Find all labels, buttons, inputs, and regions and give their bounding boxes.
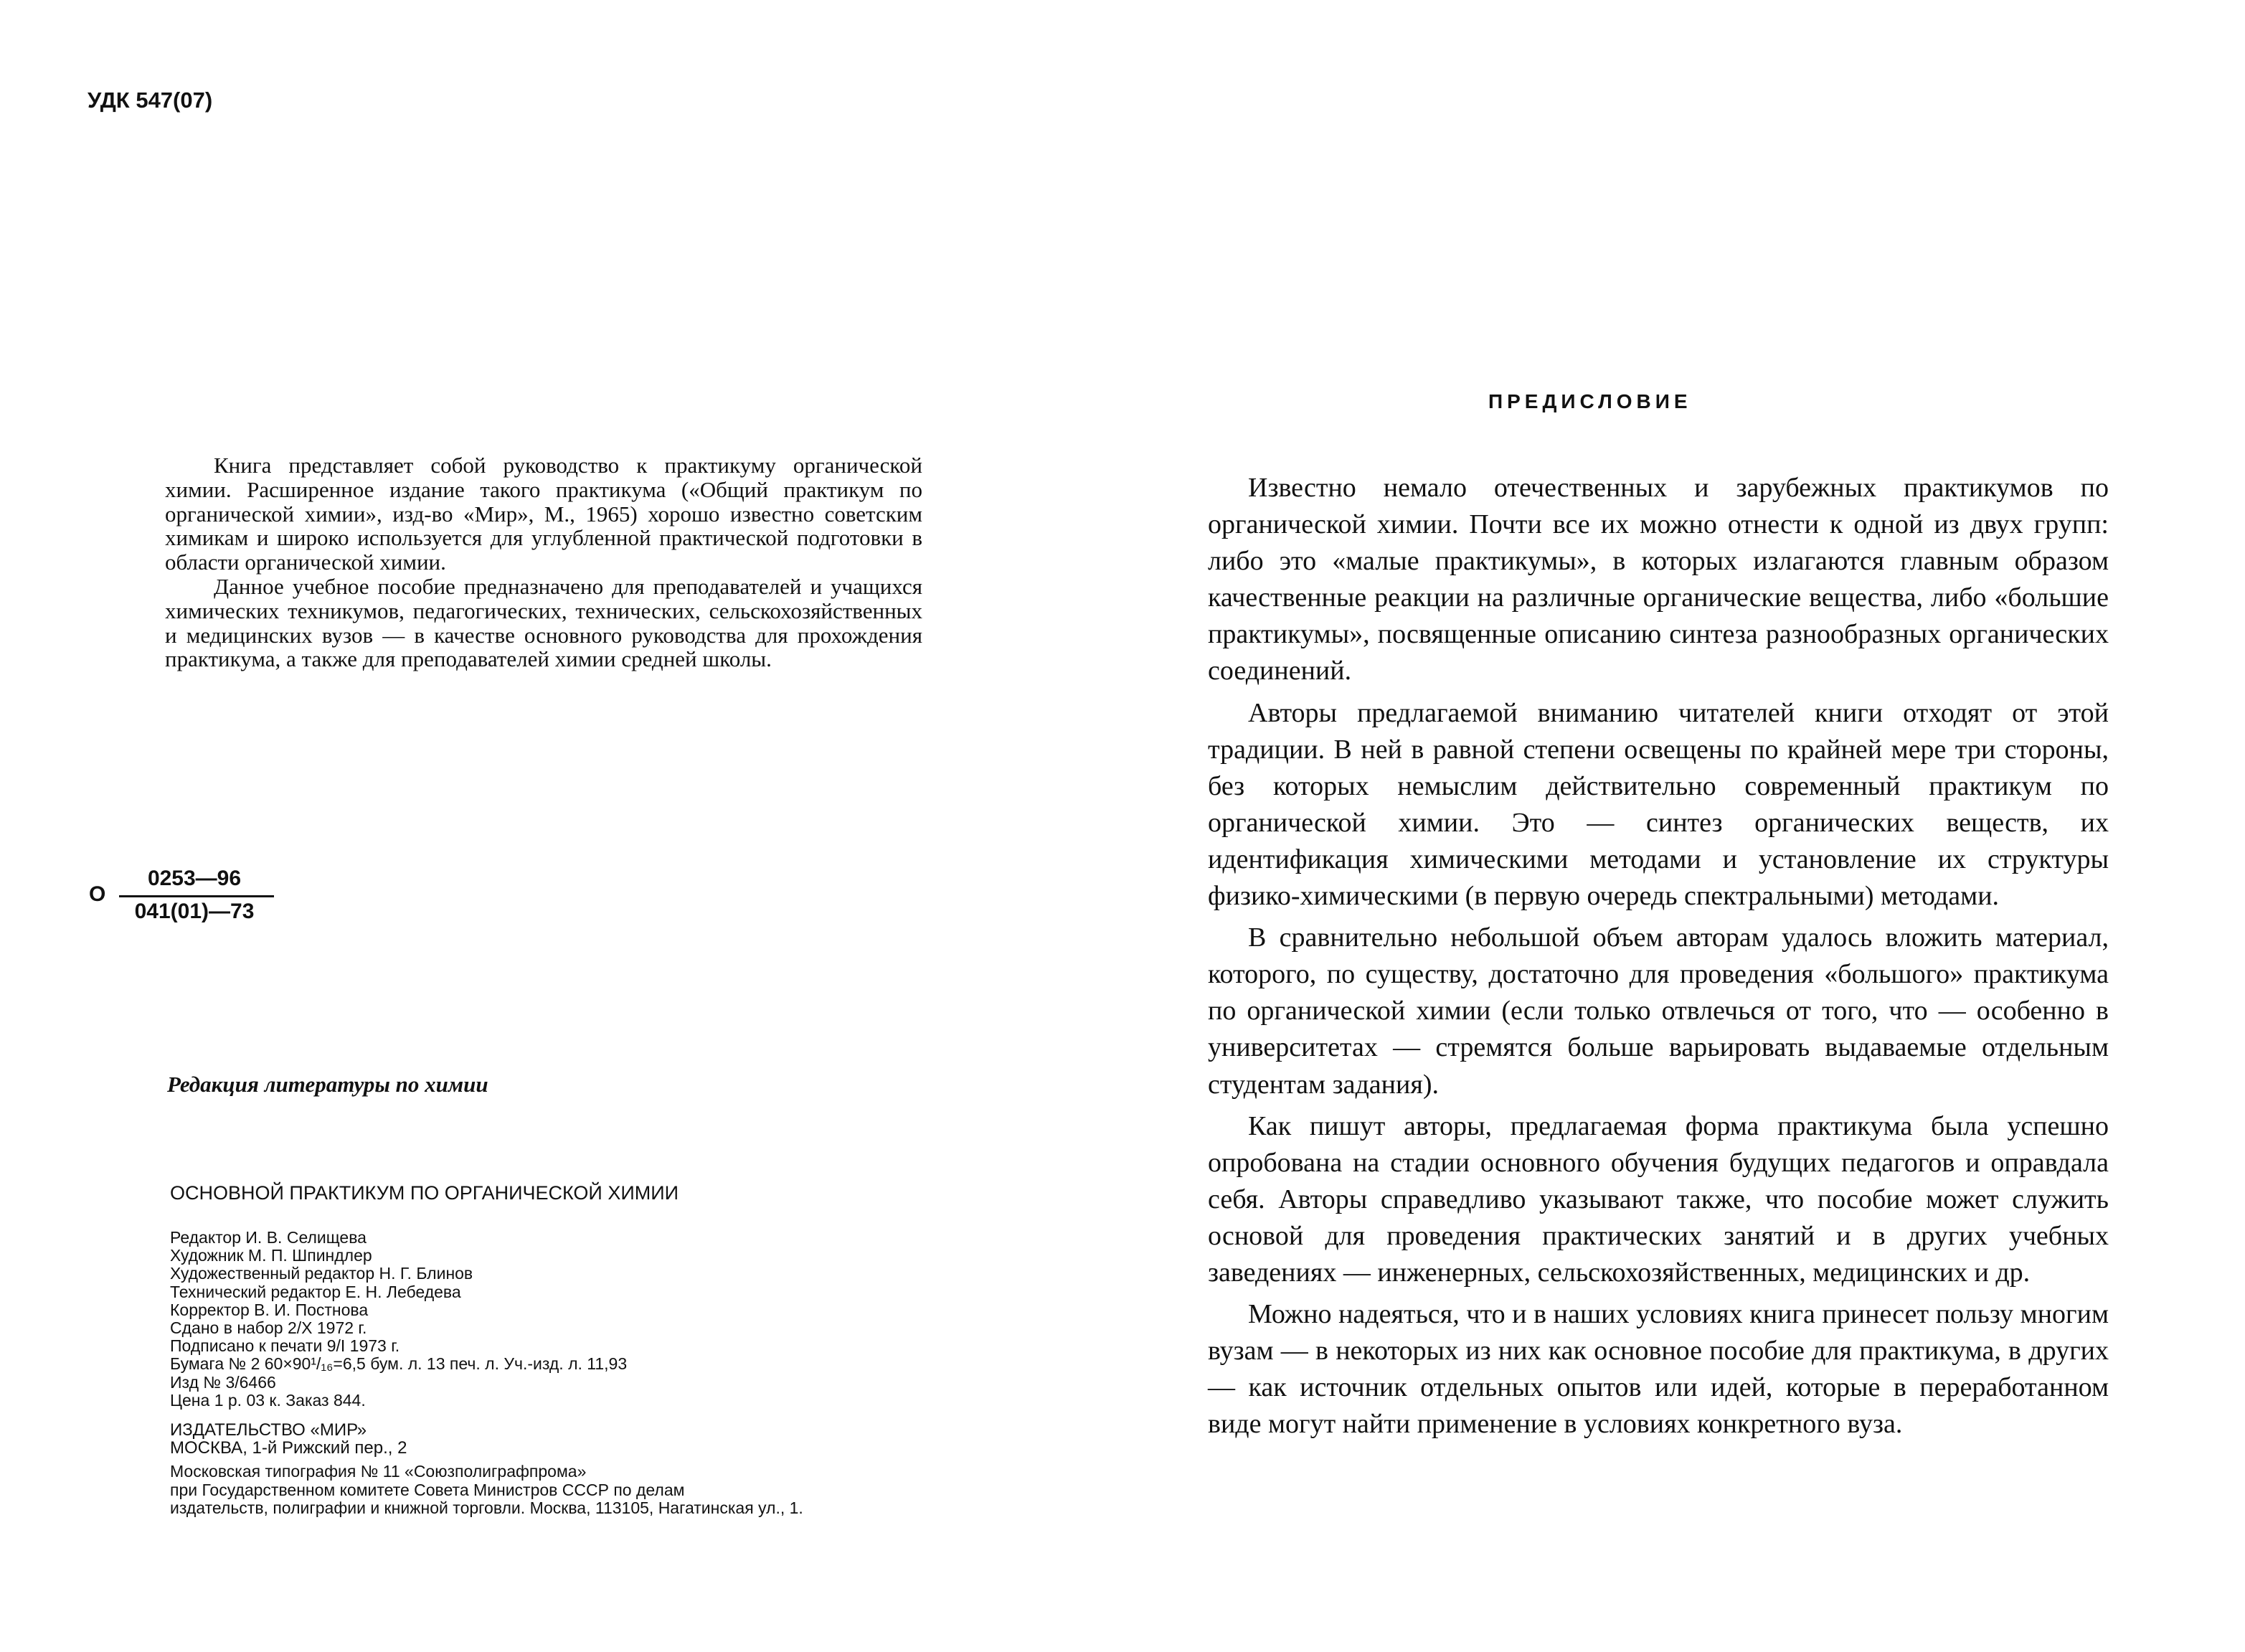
credit-line: Цена 1 р. 03 к. Заказ 844.	[170, 1390, 366, 1410]
imprint-publisher	[170, 1421, 930, 1457]
publisher-line: ИЗДАТЕЛЬСТВО «МИР»	[170, 1420, 367, 1440]
credit-line: Художник М. П. Шпиндлер	[170, 1246, 372, 1265]
credit-line: Технический редактор Е. Н. Лебедева	[170, 1282, 461, 1301]
credit-line: Бумага № 2 60×90¹/₁₆=6,5 бум. л. 13 печ. л. Уч.-изд. л. 11,93	[170, 1354, 628, 1374]
fraction-line	[119, 895, 274, 897]
preface-paragraph: Известно немало отечественных и зарубежных практикумов по органической химии. Почти все их можно отнести к одной из двух групп: либо это «малые практикумы», в которых излагаются главным образом качественные реакции на различные органические вещества, либо «большие практикумы», посвященные описанию синтеза разнообразных органических соединений.	[1208, 473, 2109, 686]
preface-paragraph: Авторы предлагаемой вниманию читателей книги отходят от этой традиции. В ней в равной степени освещены по крайней мере три стороны, без которых немыслим действительно современный практикум по органической химии. Это — синтез органических веществ, их идентификация химическими методами и установление их структуры физико-химическими (в первую очередь спектральными) методами.	[1208, 697, 2109, 912]
annotation-paragraph: Данное учебное пособие предназначено для преподавателей и учащихся химических техникумов, педагогических, технических, сельскохозяйственных и медицинских вузов — в качестве основного руководства для прохождения практикума, а также для преподавателей химии средней школы.	[165, 573, 922, 672]
preface-title: ПРЕДИСЛОВИЕ	[1488, 390, 1692, 412]
classification-code	[89, 867, 275, 924]
book-annotation	[165, 453, 922, 671]
credit-line: Корректор В. И. Постнова	[170, 1300, 369, 1319]
code-denominator: 041(01)—73	[134, 900, 255, 923]
preface-body	[1208, 470, 2109, 1448]
code-prefix: О	[89, 882, 106, 906]
credit-line: Редактор И. В. Селищева	[170, 1228, 367, 1247]
credit-line: Сдано в набор 2/X 1972 г.	[170, 1318, 367, 1338]
imprint-credits	[170, 1229, 930, 1410]
credit-line: Изд № 3/6466	[170, 1372, 276, 1392]
printer-line: при Государственном комитете Совета Министров СССР по делам	[170, 1480, 685, 1499]
credit-line: Подписано к печати 9/I 1973 г.	[170, 1336, 400, 1356]
preface-paragraph: Как пишут авторы, предлагаемая форма практикума была успешно опробована на стадии основного обучения будущих педагогов и оправдала себя. Авторы справедливо указывают также, что пособие может служить основой для проведения практических занятий и в других учебных заведениях — инженерных, сельскохозяйственных, медицинских и др.	[1208, 1110, 2109, 1288]
imprint-printer	[170, 1463, 930, 1517]
editorial-office: Редакция литературы по химии	[167, 1072, 488, 1097]
printer-line: Московская типография № 11 «Союзполиграфпрома»	[170, 1462, 587, 1481]
annotation-paragraph: Книга представляет собой руководство к практикуму органической химии. Расширенное издание такого практикума («Общий практикум по органической химии», изд-во «Мир», М., 1965) хорошо известно советским химикам и широко используется для углубленной практической подготовки в области органической химии.	[165, 453, 922, 575]
preface-paragraph: Можно надеяться, что и в наших условиях книга принесет пользу многим вузам — в некоторых из них как основное пособие для практикума, в других — как источник отдельных опытов или идей, которые в переработанном виде могут найти применение в условиях конкретного вуза.	[1208, 1299, 2109, 1440]
imprint-title: ОСНОВНОЙ ПРАКТИКУМ ПО ОРГАНИЧЕСКОЙ ХИМИИ	[170, 1182, 679, 1204]
udk-code: УДК 547(07)	[88, 88, 213, 113]
imprint	[170, 1182, 930, 1517]
preface-paragraph: В сравнительно небольшой объем авторам удалось вложить материал, которого, по существу, достаточно для проведения «большого» практикума по органической химии (если только отвлечься от того, что — особенно в университетах — стремятся больше варьировать выдаваемые отдельным студентам задания).	[1208, 922, 2109, 1100]
code-numerator: 0253—96	[147, 867, 242, 890]
credit-line: Художественный редактор Н. Г. Блинов	[170, 1264, 473, 1283]
publisher-line: МОСКВА, 1-й Рижский пер., 2	[170, 1438, 407, 1458]
printer-line: издательств, полиграфии и книжной торговли. Москва, 113105, Нагатинская ул., 1.	[170, 1498, 803, 1517]
